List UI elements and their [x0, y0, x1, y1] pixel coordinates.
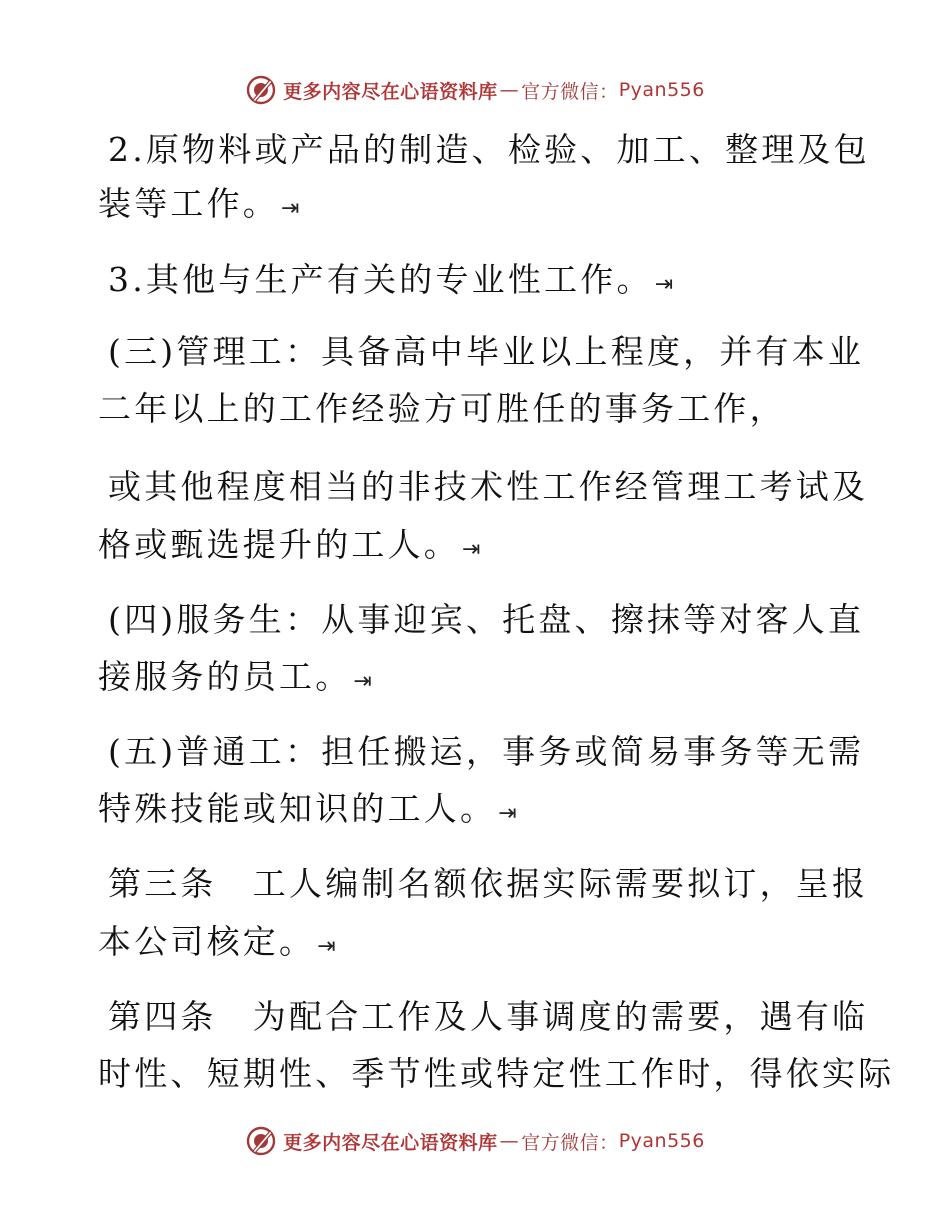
text-line: 第三条 工人编制名额依据实际需要拟订，呈报	[108, 864, 869, 903]
text-line: 接服务的员工。⇥	[98, 657, 372, 696]
banner-brand: 更多内容尽在心语资料库	[283, 1131, 498, 1154]
text-line: 3.其他与生产有关的专业性工作。⇥	[108, 260, 674, 299]
pen-circle-logo-icon	[245, 1125, 277, 1157]
paragraph-mark-icon: ⇥	[498, 801, 517, 826]
text-line: 本公司核定。⇥	[98, 922, 336, 961]
text-line: 或其他程度相当的非技术性工作经管理工考试及	[108, 467, 869, 506]
paragraph-mark-icon: ⇥	[353, 669, 372, 694]
paragraph-mark-icon: ⇥	[462, 537, 481, 562]
text-line: 格或甄选提升的工人。⇥	[98, 525, 481, 564]
banner-brand: 更多内容尽在心语资料库	[283, 80, 498, 103]
text-line: (五)普通工：担任搬运，事务或简易事务等无需	[108, 732, 865, 771]
banner-wechat-label: 官方微信：	[521, 1131, 619, 1154]
banner-wechat-label: 官方微信：	[521, 80, 619, 103]
text-line: 时性、短期性、季节性或特定性工作时，得依实际	[98, 1054, 895, 1093]
pen-circle-logo-icon	[245, 74, 277, 106]
banner-separator: —	[499, 1130, 520, 1152]
text-line: 装等工作。⇥	[98, 184, 300, 223]
banner-wechat-id: Pyan556	[618, 79, 705, 101]
text-line: 第四条 为配合工作及人事调度的需要，遇有临	[108, 997, 869, 1036]
paragraph-mark-icon: ⇥	[317, 934, 336, 959]
text-line: 二年以上的工作经验方可胜任的事务工作，	[98, 389, 786, 428]
footer-banner	[0, 1119, 950, 1163]
text-line: (三)管理工：具备高中毕业以上程度，并有本业	[108, 332, 865, 371]
text-line: (四)服务生：从事迎宾、托盘、擦抹等对客人直	[108, 600, 865, 639]
banner-wechat-id: Pyan556	[618, 1130, 705, 1152]
paragraph-mark-icon: ⇥	[281, 196, 300, 221]
text-line: 特殊技能或知识的工人。⇥	[98, 789, 517, 828]
text-line: 2.原物料或产品的制造、检验、加工、整理及包	[108, 130, 870, 169]
banner-separator: —	[499, 79, 520, 101]
header-banner	[0, 68, 950, 112]
paragraph-mark-icon: ⇥	[654, 272, 674, 297]
